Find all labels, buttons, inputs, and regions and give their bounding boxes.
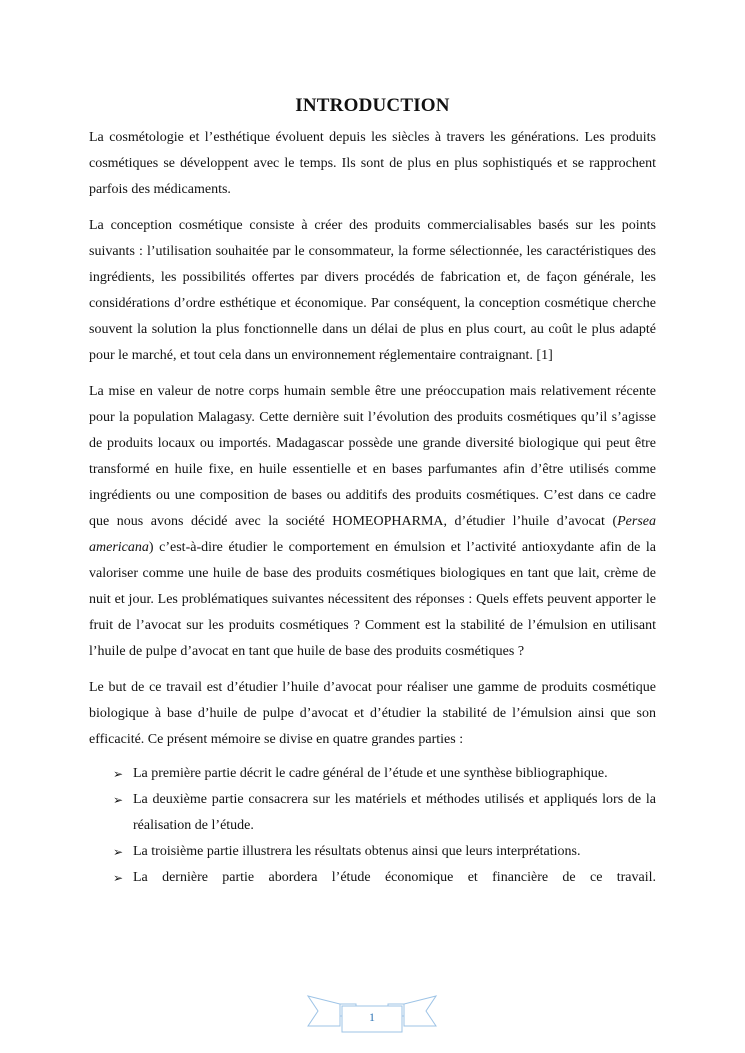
list-item	[113, 839, 656, 865]
arrow-bullet-icon: ➢	[113, 767, 124, 781]
species-name: Persea americana	[89, 514, 656, 555]
list-item	[113, 761, 656, 787]
list-item-text: La dernière partie abordera l’étude économique et financière de ce travail.	[133, 870, 656, 885]
list-item	[113, 787, 656, 839]
document-page	[89, 93, 656, 891]
paragraph-3-text-before: La mise en valeur de notre corps humain semble être une préoccupation mais relativement récente pour la population Malagasy. Cette dernière suit l’évolution des produits cosmétiques qu’il s’agisse de produits locaux ou importés. Madagascar possède une grande diversité biologique qui peut être transformé en huile fixe, en huile essentielle et en bases parfumantes afin d’être utilisés comme ingrédients ou une composition de bases ou additifs des produits cosmétiques. C’est dans ce cadre que nous avons décidé avec la société HOMEOPHARMA, d’étudier l’huile d’avocat (	[89, 384, 656, 529]
parts-list	[89, 761, 656, 891]
page-number-footer	[306, 994, 438, 1034]
paragraph-2: La conception cosmétique consiste à créer des produits commercialisables basés sur les points suivants : l’utilisation souhaitée par le consommateur, la forme sélectionnée, les caractéristiques des ingrédients, les possibilités offertes par divers procédés de fabrication et, de façon générale, les considérations d’ordre esthétique et économique. Par conséquent, la conception cosmétique cherche souvent la solution la plus fonctionnelle dans un délai de plus en plus court, au coût le plus adapté pour le marché, et tout cela dans un environnement réglementaire contraignant. [1]	[89, 218, 656, 363]
paragraph-3	[89, 379, 656, 665]
arrow-bullet-icon: ➢	[113, 793, 124, 807]
list-item-text: La troisième partie illustrera les résultats obtenus ainsi que leurs interprétations.	[133, 844, 581, 859]
arrow-bullet-icon: ➢	[113, 845, 124, 859]
list-item-text: La première partie décrit le cadre général de l’étude et une synthèse bibliographique.	[133, 766, 608, 781]
arrow-bullet-icon: ➢	[113, 871, 124, 885]
list-item-text: La deuxième partie consacrera sur les matériels et méthodes utilisés et appliqués lors de la réalisation de l’étude.	[133, 792, 656, 833]
paragraph-1: La cosmétologie et l’esthétique évoluent depuis les siècles à travers les générations. Les produits cosmétiques se développent avec le temps. Ils sont de plus en plus sophistiqués et se rapprochent parfois des médicaments.	[89, 130, 656, 197]
paragraph-3-text-after: ) c’est-à-dire étudier le comportement en émulsion et l’activité antioxydante afin de la valoriser comme une huile de base des produits cosmétiques biologiques en tant que lait, crème de nuit et jour. Les problématiques suivantes nécessitent des réponses : Quels effets peuvent apporter le fruit de l’avocat sur les produits cosmétiques ? Comment est la stabilité de l’émulsion en utilisant l’huile de pulpe d’avocat en tant que huile de base des produits cosmétiques ?	[89, 540, 656, 659]
page-title: INTRODUCTION	[295, 95, 450, 116]
page-number: 1	[369, 1010, 375, 1024]
list-item	[113, 865, 656, 891]
paragraph-4: Le but de ce travail est d’étudier l’huile d’avocat pour réaliser une gamme de produits cosmétique biologique à base d’huile de pulpe d’avocat et d’étudier la stabilité de l’émulsion ainsi que son efficacité. Ce présent mémoire se divise en quatre grandes parties :	[89, 680, 656, 747]
